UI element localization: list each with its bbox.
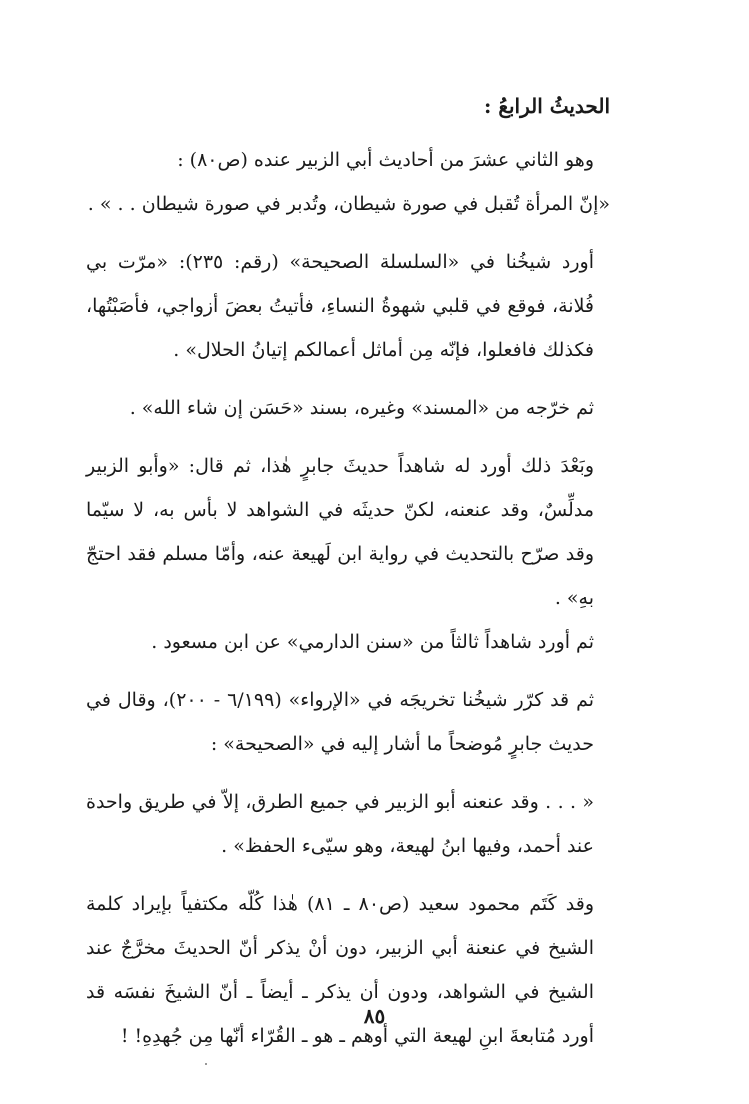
paragraph-intro: وهو الثاني عشرَ من أحاديث أبي الزبير عنده (ص٨٠) : (177, 149, 594, 171)
paragraph-irwa: ثم قد كرّر شيخُنا تخريجَه في «الإرواء» (٦/١٩٩ - ٢٠٠)، وقال في حديث جابرٍ مُوضحاً ما أشار إليه في «الصحيحة» : (86, 689, 594, 755)
page-body (86, 92, 610, 1058)
paragraph-sahiha-citation: أورد شيخُنا في «السلسلة الصحيحة» (رقم: ٢٣٥): «مرّت بي فُلانة، فوقع في قلبي شهوةُ النساءِ، فأتيتُ بعضَ أزواجي، فأصَبْتُها، فكذلك فافعلوا، فإنّه مِن أماثل أعمالكم إتيانُ الحلال» . (86, 251, 594, 361)
paragraph-conclusion: وقد كَتَم محمود سعيد (ص٨٠ ـ ٨١) هٰذا كُلّه مكتفياً بإيراد كلمة الشيخ في عنعنة أبي الزبير، دون أنْ يذكر أنّ الحديثَ مخرَّجٌ عند الشيخ في الشواهد، ودون أن يذكر ـ أيضاً ـ أنّ الشيخَ نفسَه قد أورد مُتابعةَ ابنِ لهيعة التي أوهم ـ هو ـ القُرّاء أنّها مِن جُهدِهِ! ! (86, 893, 594, 1047)
paragraph-hadith-text: «إنّ المرأة تُقبل في صورة شيطان، وتُدبر في صورة شيطان . . » . (87, 193, 610, 215)
paragraph-irwa-quote: « . . . وقد عنعنه أبو الزبير في جميع الطرق، إلاّ في طريق واحدة عند أحمد، وفيها ابنُ لهيعة، وهو سيّىء الحفظ» . (86, 791, 594, 857)
section-heading: الحديثُ الرابعُ : (483, 94, 610, 118)
scan-speck (205, 1063, 207, 1065)
paragraph-shahid-jabir: وبَعْدَ ذلك أورد له شاهداً حديثَ جابرٍ هٰذا، ثم قال: «وأبو الزبير مدلِّسٌ، وقد عنعنه، لكنّ حديثَه في الشواهد لا بأس به، لا سيّما وقد صرّح بالتحديث في رواية ابن لَهيعة عنه، وأمّا مسلم فقد احتجّ بهِ» . (86, 455, 594, 609)
page-number: ٨٥ (363, 1004, 386, 1028)
paragraph-darimi: ثم أورد شاهداً ثالثاً من «سنن الدارمي» عن ابن مسعود . (151, 631, 594, 653)
paragraph-musnad: ثم خرّجه من «المسند» وغيره، بسند «حَسَن إن شاء الله» . (129, 397, 594, 419)
